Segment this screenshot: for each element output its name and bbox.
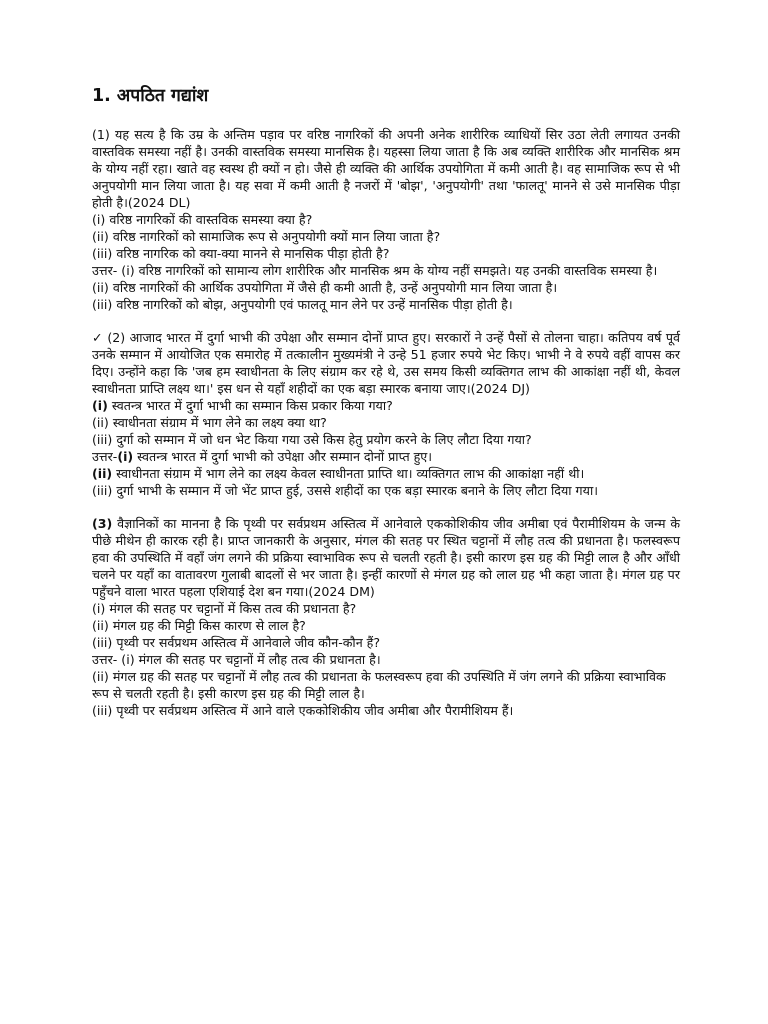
question-1: (i) वरिष्ठ नागरिकों की वास्तविक समस्या क्या है? — [92, 212, 313, 227]
answer-3: (iii) वरिष्ठ नागरिकों को बोझ, अनुपयोगी एवं फालतू मान लेने पर उन्हें मानसिक पीड़ा होती है। — [92, 297, 513, 312]
question-2: (ii) वरिष्ठ नागरिकों को सामाजिक रूप से अनुपयोगी क्यों मान लिया जाता है? — [92, 229, 441, 244]
answer-2 — [92, 465, 680, 482]
passage-2 — [92, 329, 680, 499]
question-number: (i) — [92, 398, 108, 413]
answer-1: उत्तर- (i) वरिष्ठ नागरिकों को सामान्य लोग शारीरिक और मानसिक श्रम के योग्य नहीं समझते। यह उनकी वास्तविक समस्या है। — [92, 263, 658, 278]
question-3: (iii) पृथ्वी पर सर्वप्रथम अस्तित्व में आनेवाले जीव कौन-कौन हैं? — [92, 635, 381, 650]
question-3: (iii) वरिष्ठ नागरिक को क्या-क्या मानने से मानसिक पीड़ा होती है? — [92, 246, 390, 261]
answer-text: स्वतन्त्र भारत में दुर्गा भाभी को उपेक्षा और सम्मान दोनों प्राप्त हुए। — [133, 449, 433, 464]
question-1: (i) मंगल की सतह पर चट्टानों में किस तत्व की प्रधानता है? — [92, 601, 357, 616]
answer-text: स्वाधीनता संग्राम में भाग लेने का लक्ष्य केवल स्वाधीनता प्राप्ति था। व्यक्तिगत लाभ की आकांक्षा नहीं थी। — [112, 466, 585, 481]
answer-number: (ii) — [92, 466, 113, 481]
page-title: 1. अपठित गद्यांश — [92, 86, 209, 106]
passage-number: (3) — [92, 516, 113, 531]
passage-text: ✓ (2) आजाद भारत में दुर्गा भाभी की उपेक्षा और सम्मान दोनों प्राप्त हुए। सरकारों ने उन्हें पैसों से तोलना चाहा। कतिपय वर्ष पूर्व उनके सम्मान में आयोजित एक समारोह में तत्कालीन मुख्यमंत्री ने उन्हे 51 हजार रुपये भेट किए। भाभी ने वे रुपये वहीं वापस कर दिए। उन्होंने कहा कि 'जब हम स्वाधीनता के लिए संग्राम कर रहे थे, उस समय किसी व्यक्तिगत लाभ की आकांक्षा नहीं थी, केवल स्वाधीनता प्राप्ति लक्ष्य था।' इस धन से यहाँ शहीदों का एक बड़ा स्मारक बनाया जाए।(2024 DJ) — [92, 330, 680, 396]
document-page — [92, 84, 680, 735]
answer-2: (ii) मंगल ग्रह की सतह पर चट्टानों में लौह तत्व की प्रधानता के फलस्वरूप हवा की उपस्थिति में जंग लगने की प्रक्रिया स्वाभाविक रूप से चलती रहती है। इसी कारण इस ग्रह की मिट्टी लाल है। — [92, 669, 666, 701]
passage-text: (1) यह सत्य है कि उम्र के अन्तिम पड़ाव पर वरिष्ठ नागरिकों की अपनी अनेक शारीरिक व्याधियों सिर उठा लेती लगायत उनकी वास्तविक समस्या नहीं है। उनकी वास्तविक समस्या मानसिक है। यहस्सा लिया जाता है कि अब व्यक्ति शारीरिक और मानसिक श्रम के योग्य नहीं रहा। खाते वह स्वस्थ ही क्यों न हो। जैसे ही व्यक्ति की आर्थिक उपयोगिता में कमी आती है। वह सामाजिक रूप से भी अनुपयोगी मान लिया जाता है। यह सवा में कमी आती है नजरों में 'बोझ', 'अनुपयोगी' तथा 'फालतू' मानने से उसे मानसिक पीड़ा होती है।(2024 DL) — [92, 127, 681, 210]
question-1 — [92, 397, 680, 414]
passage-body: वैज्ञानिकों का मानना है कि पृथ्वी पर सर्वप्रथम अस्तित्व में आनेवाले एककोशिकीय जीव अमीबा एवं पैरामीशियम के जन्म के पीछे मीथेन ही कारक रही है। प्राप्त जानकारी के अनुसार, मंगल की सतह पर स्थित चट्टानों में लौह तत्व की प्रधानता है। फलस्वरूप हवा की उपस्थिति में वहाँ जंग लगने की प्रक्रिया स्वाभाविक रूप से चलती रहती है। इसी कारण इस ग्रह की मिट्टी लाल है और आँधी चलने पर यहाँ का वातावरण गुलाबी बादलों से भर जाता है। इन्हीं कारणों से मंगल ग्रह को लाल ग्रह भी कहा जाता है। मंगल ग्रह पर पहुँचने वाला भारत पहला एशियाई देश बन गया।(2024 DM) — [92, 516, 680, 599]
answer-3: (iii) पृथ्वी पर सर्वप्रथम अस्तित्व में आने वाले एककोशिकीय जीव अमीबा और पैरामीशियम हैं। — [92, 703, 514, 718]
question-2: (ii) स्वाधीनता संग्राम में भाग लेने का लक्ष्य क्या था? — [92, 415, 327, 430]
passage-1 — [92, 126, 680, 313]
passage-3 — [92, 515, 680, 719]
answer-prefix: उत्तर- — [92, 449, 118, 464]
answer-2: (ii) वरिष्ठ नागरिकों की आर्थिक उपयोगिता में जैसे ही कमी आती है, उन्हें अनुपयोगी मान लिया जाता है। — [92, 280, 558, 295]
question-2: (ii) मंगल ग्रह की मिट्टी किस कारण से लाल है? — [92, 618, 306, 633]
passage-text — [92, 515, 680, 600]
answer-3: (iii) दुर्गा भाभी के सम्मान में जो भेंट प्राप्त हुई, उससे शहीदों का एक बड़ा स्मारक बनाने के लिए लौटा दिया गया। — [92, 483, 598, 498]
answer-1: उत्तर- (i) मंगल की सतह पर चट्टानों में लौह तत्व की प्रधानता है। — [92, 652, 381, 667]
question-3: (iii) दुर्गा को सम्मान में जो धन भेट किया गया उसे किस हेतु प्रयोग करने के लिए लौटा दिया गया? — [92, 432, 532, 447]
answer-number: (i) — [117, 449, 134, 464]
answer-1 — [92, 448, 680, 465]
question-text: स्वतन्त्र भारत में दुर्गा भाभी का सम्मान किस प्रकार किया गया? — [107, 398, 393, 413]
